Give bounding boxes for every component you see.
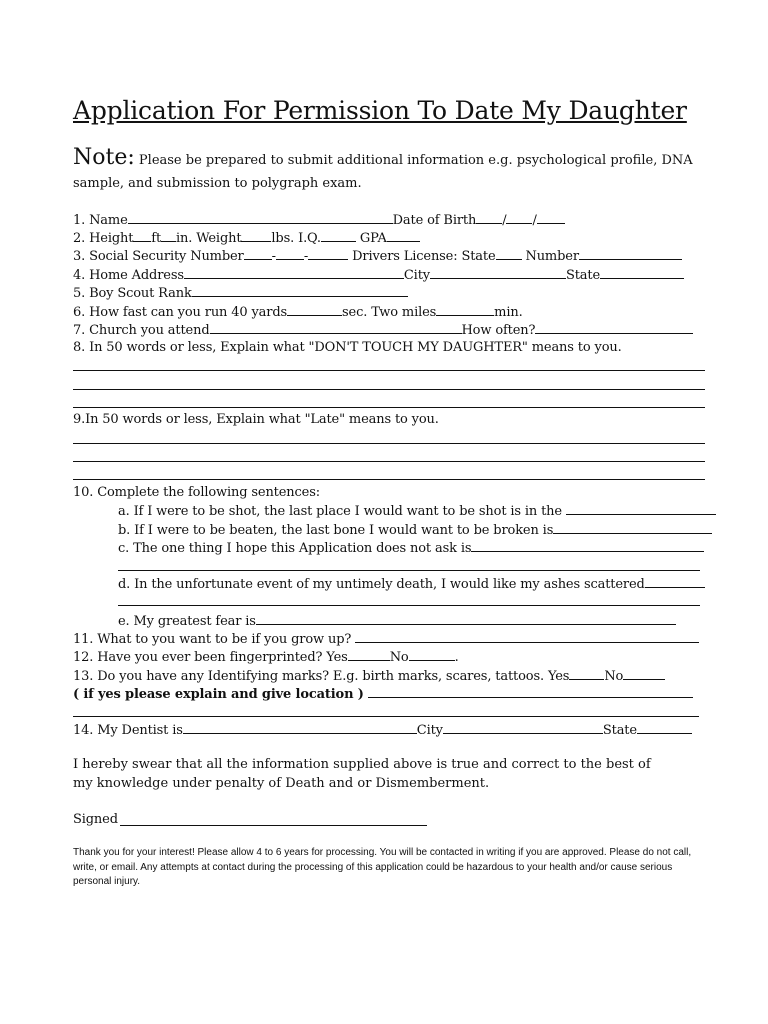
scout-rank-field[interactable] xyxy=(192,285,408,297)
answer-10d-field[interactable] xyxy=(645,576,705,588)
city-field[interactable] xyxy=(430,267,566,279)
marks-explain-label: ( if yes please explain and give location ) xyxy=(73,687,369,702)
state-label: State xyxy=(565,268,601,283)
how-often-field[interactable] xyxy=(535,322,693,334)
question-5-row xyxy=(73,285,408,302)
ssn-part3-field[interactable] xyxy=(308,248,348,260)
fingerprinted-yes-field[interactable] xyxy=(348,649,390,661)
ft-label: ft xyxy=(151,231,162,246)
question-7-row xyxy=(73,322,693,339)
ssn-part2-field[interactable] xyxy=(276,248,304,260)
form-title: Application For Permission To Date My Daughter xyxy=(73,96,687,125)
dentist-state-label: State xyxy=(602,723,637,738)
how-often-label: How often? xyxy=(461,323,536,338)
answer-10b-field[interactable] xyxy=(553,522,712,534)
question-10b-row xyxy=(118,522,712,539)
question-12-period: . xyxy=(454,650,459,665)
question-3-row: 3. Social Security Number - - Drivers License: State Number xyxy=(73,248,682,265)
question-13-row xyxy=(73,668,665,685)
answer-10d-line-2[interactable] xyxy=(118,605,700,606)
fingerprinted-no-label: No xyxy=(389,650,409,665)
question-10a-row xyxy=(118,503,716,520)
state-field[interactable] xyxy=(600,267,684,279)
note-paragraph xyxy=(73,146,703,195)
name-field[interactable] xyxy=(128,212,393,224)
height-label: 2. Height xyxy=(73,231,134,246)
two-miles-label: sec. Two miles xyxy=(342,305,437,320)
gpa-label: GPA xyxy=(355,231,387,246)
dob-day-field[interactable] xyxy=(506,212,532,224)
question-13-explain-row xyxy=(73,686,693,703)
oath-paragraph: I hereby swear that all the information supplied above is true and correct to the best of my knowledge under penalty of Death and or Dismemberment. xyxy=(73,757,651,791)
question-1-row: 1. Name Date of Birth / / xyxy=(73,212,565,229)
marks-no-label: No xyxy=(604,669,624,684)
dob-month-field[interactable] xyxy=(476,212,502,224)
iq-label: lbs. I.Q. xyxy=(271,231,321,246)
question-12-row xyxy=(73,649,459,666)
iq-field[interactable] xyxy=(321,230,356,242)
note-text: Please be prepared to submit additional information e.g. psychological profile, DNA sample, and submission to polygraph exam. xyxy=(73,153,693,191)
dentist-label: 14. My Dentist is xyxy=(73,723,183,738)
question-14-row xyxy=(73,722,692,739)
question-10a-label: a. If I were to be shot, the last place I would want to be shot is in the xyxy=(118,504,562,519)
question-10-label: 10. Complete the following sentences: xyxy=(73,485,320,500)
two-miles-field[interactable] xyxy=(436,304,494,316)
scout-rank-label: 5. Boy Scout Rank xyxy=(73,286,192,301)
license-state-label: Drivers License: State xyxy=(348,249,496,264)
note-label: Note: xyxy=(73,145,135,170)
gpa-field[interactable] xyxy=(387,230,420,242)
question-10b-label: b. If I were to be beaten, the last bone I would want to be broken is xyxy=(118,523,554,538)
question-10c-label: c. The one thing I hope this Application does not ask is xyxy=(118,541,472,556)
signed-label: Signed xyxy=(73,812,118,827)
answer-10c-field[interactable] xyxy=(471,540,704,552)
dob-label: Date of Birth xyxy=(392,213,477,228)
marks-no-field[interactable] xyxy=(623,668,665,680)
question-8-label: 8. In 50 words or less, Explain what "DON'T TOUCH MY DAUGHTER" means to you. xyxy=(73,340,622,355)
dentist-city-label: City xyxy=(416,723,443,738)
signature-row xyxy=(73,812,118,828)
ssn-label: 3. Social Security Number xyxy=(73,249,244,264)
church-field[interactable] xyxy=(210,322,462,334)
question-9-label: 9.In 50 words or less, Explain what "Late" means to you. xyxy=(73,412,439,427)
license-number-label: Number xyxy=(521,249,579,264)
address-label: 4. Home Address xyxy=(73,268,184,283)
question-10d-row xyxy=(118,576,705,593)
license-state-field[interactable] xyxy=(496,248,522,260)
answer-8-line-1[interactable] xyxy=(73,370,705,371)
marks-explain-field[interactable] xyxy=(368,686,693,698)
question-11-label: 11. What to you want to be if you grow up? xyxy=(73,632,356,647)
question-10e-row xyxy=(118,613,676,630)
dentist-field[interactable] xyxy=(183,722,417,734)
license-number-field[interactable] xyxy=(579,248,682,260)
answer-8-line-2[interactable] xyxy=(73,389,705,390)
question-12-label: 12. Have you ever been fingerprinted? Yes xyxy=(73,650,348,665)
question-6-row xyxy=(73,304,523,321)
question-11-row xyxy=(73,631,699,648)
answer-11-field[interactable] xyxy=(355,631,699,643)
answer-9-line-1[interactable] xyxy=(73,443,705,444)
answer-8-line-3[interactable] xyxy=(73,407,705,408)
church-label: 7. Church you attend xyxy=(73,323,210,338)
answer-9-line-2[interactable] xyxy=(73,461,705,462)
question-10e-label: e. My greatest fear is xyxy=(118,614,256,629)
question-10c-row xyxy=(118,540,704,557)
question-13-label: 13. Do you have any Identifying marks? E.g. birth marks, scares, tattoos. Yes xyxy=(73,669,570,684)
signature-line[interactable] xyxy=(120,825,427,826)
question-4-row xyxy=(73,267,684,284)
marks-yes-field[interactable] xyxy=(569,668,604,680)
answer-10a-field[interactable] xyxy=(566,503,716,515)
dob-year-field[interactable] xyxy=(537,212,565,224)
weight-field[interactable] xyxy=(241,230,271,242)
answer-9-line-3[interactable] xyxy=(73,479,705,480)
address-field[interactable] xyxy=(184,267,404,279)
weight-label: in. Weight xyxy=(176,231,242,246)
footer-disclaimer: Thank you for your interest! Please allow 4 to 6 years for processing. You will be contacted in writing if you are approved. Please do not call, write, or email. Any attempts at contact during the processing of this application could be hazardous to your health and/or cause serious personal injury. xyxy=(73,847,692,887)
height-ft-field[interactable] xyxy=(133,230,151,242)
city-label: City xyxy=(403,268,430,283)
run-yards-field[interactable] xyxy=(287,304,342,316)
dentist-city-field[interactable] xyxy=(443,722,603,734)
dentist-state-field[interactable] xyxy=(637,722,692,734)
min-label: min. xyxy=(494,305,523,320)
fingerprinted-no-field[interactable] xyxy=(409,649,455,661)
name-label: 1. Name xyxy=(73,213,128,228)
height-in-field[interactable] xyxy=(161,230,176,242)
answer-10e-field[interactable] xyxy=(256,613,676,625)
question-2-row xyxy=(73,230,420,247)
answer-10c-line-2[interactable] xyxy=(118,570,700,571)
run-yards-label: 6. How fast can you run 40 yards xyxy=(73,305,288,320)
marks-explain-line-2[interactable] xyxy=(73,716,699,717)
ssn-part1-field[interactable] xyxy=(244,248,272,260)
question-10d-label: d. In the unfortunate event of my untimely death, I would like my ashes scattered xyxy=(118,577,645,592)
